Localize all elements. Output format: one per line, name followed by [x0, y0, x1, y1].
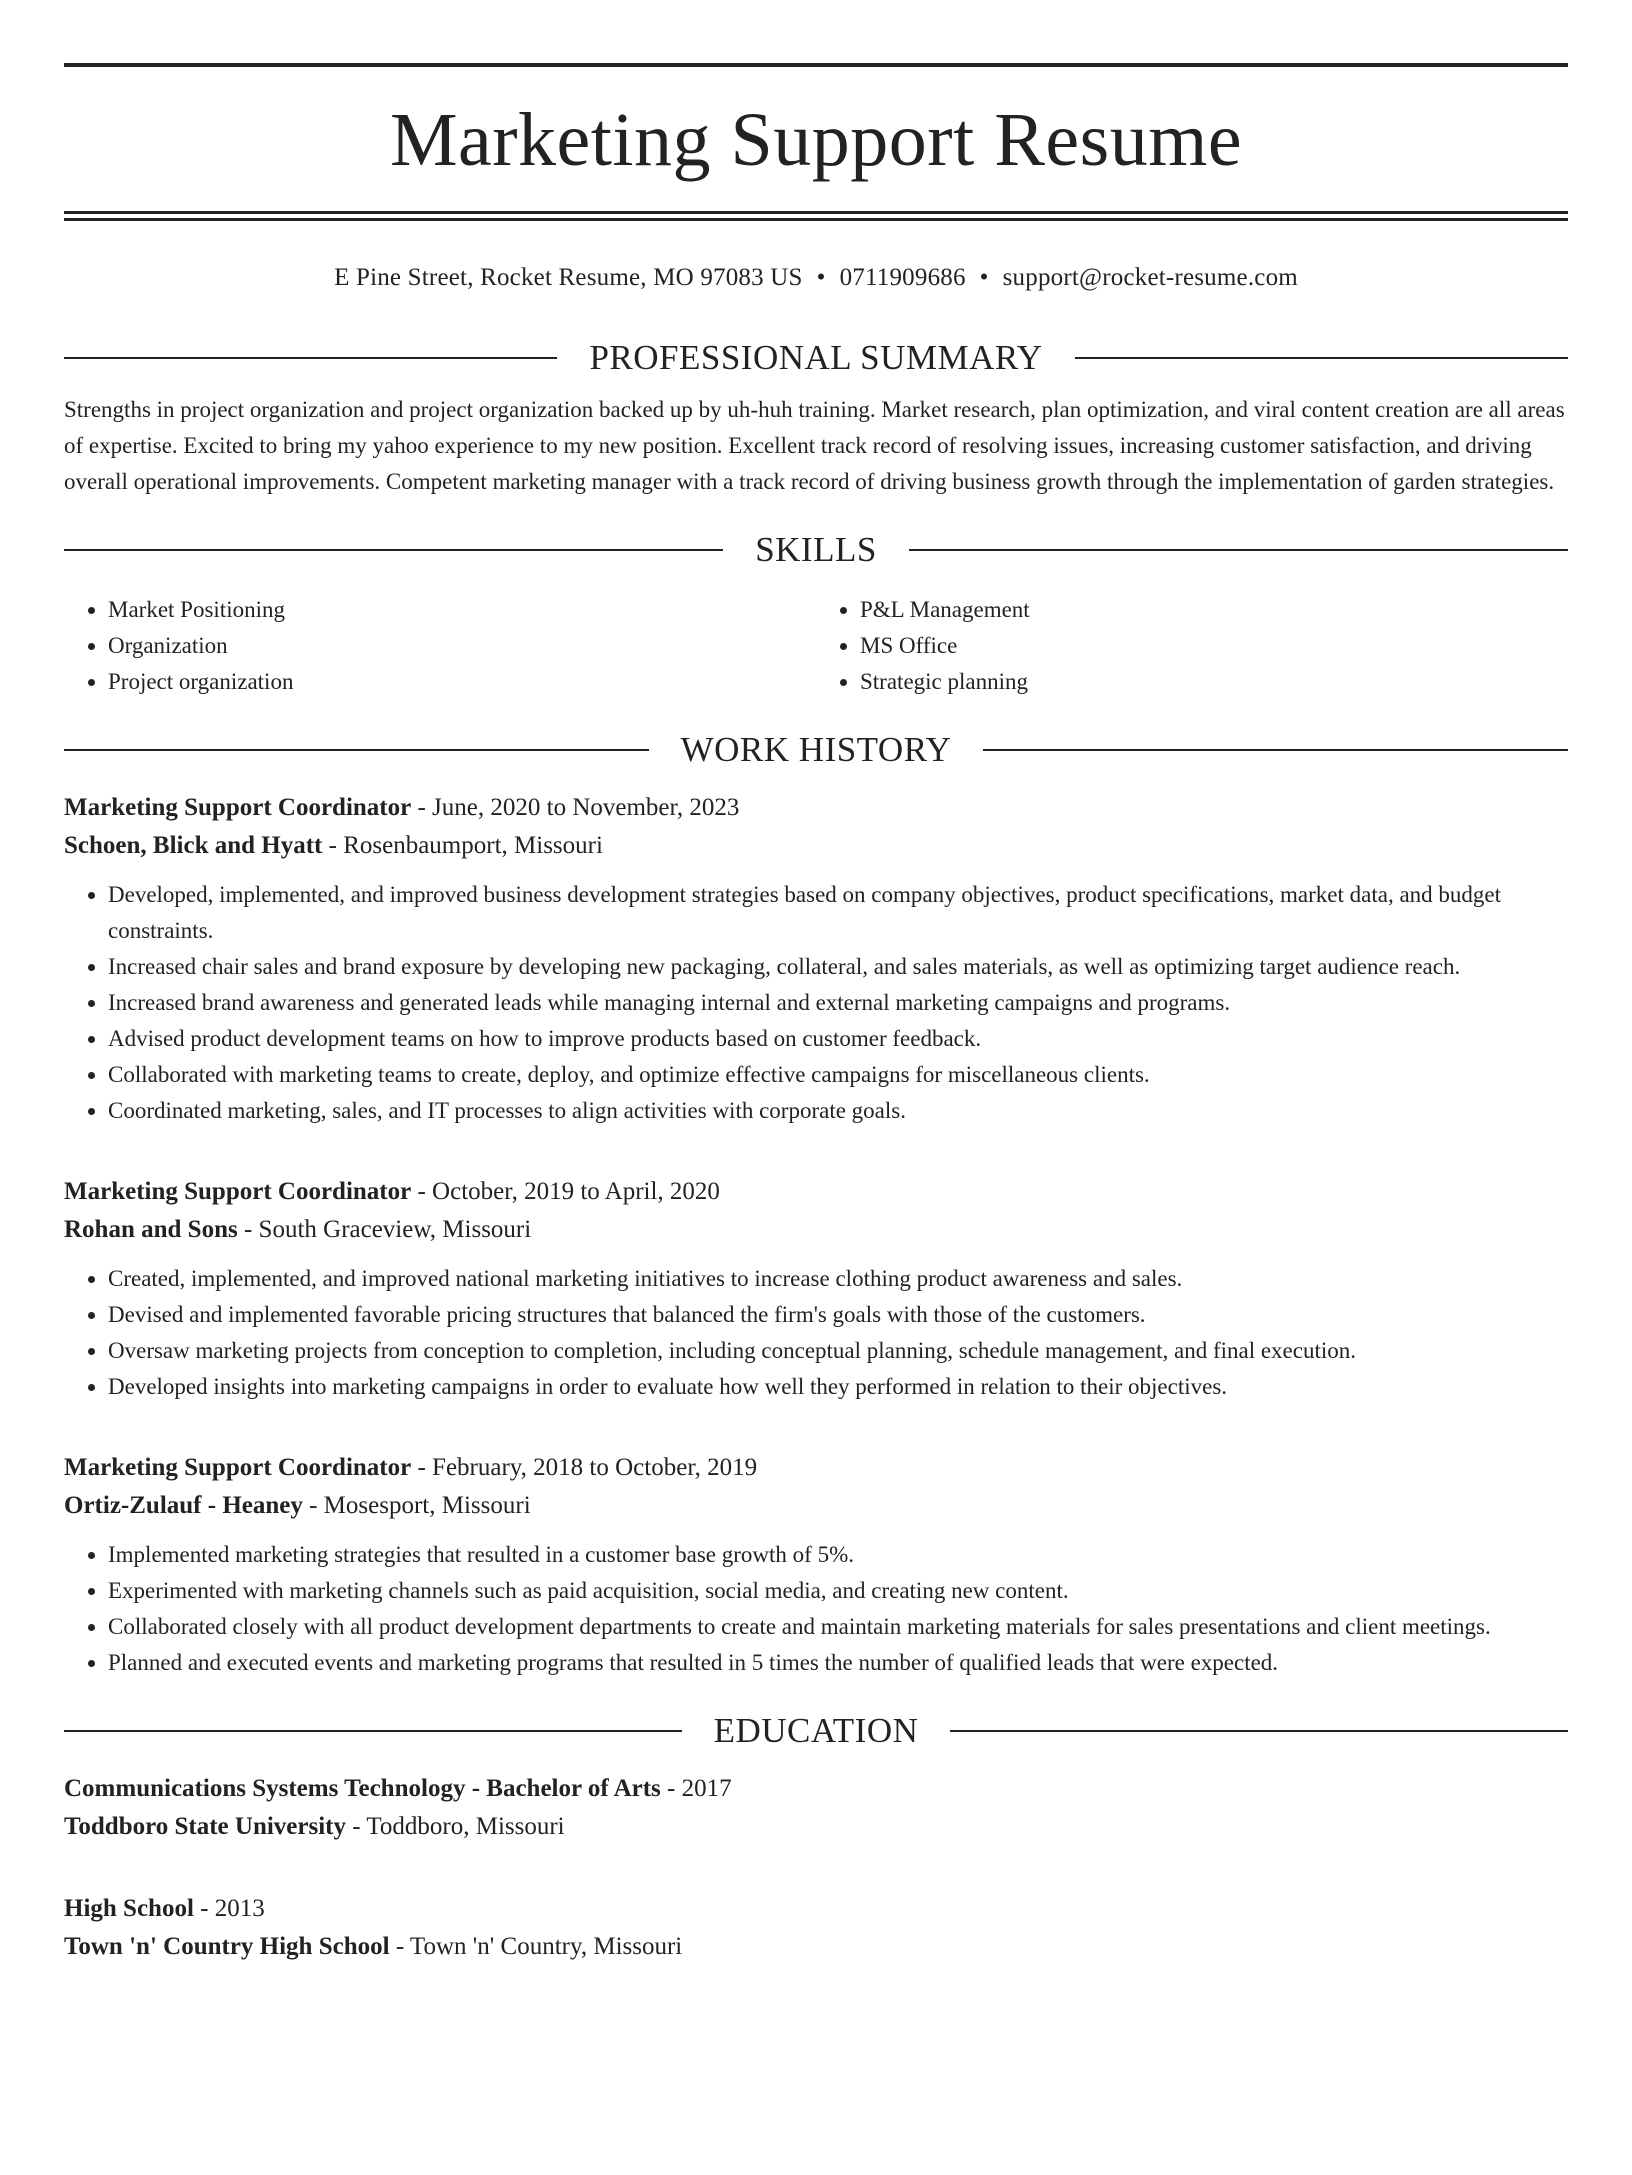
skill-item: • P&L Management — [860, 592, 1568, 628]
section-title-work: WORK HISTORY — [680, 730, 952, 769]
education-school: Toddboro State University — [64, 1813, 346, 1840]
contact-phone: 0711909686 — [839, 264, 966, 291]
job-bullet: • Advised product development teams on how to improve products based on customer feedback. — [108, 1021, 1568, 1057]
job-bullet: • Developed insights into marketing campaigns in order to evaluate how well they performed in relation to their objectives. — [108, 1369, 1568, 1405]
contact-separator: • — [979, 264, 989, 291]
job-company: Rohan and Sons — [64, 1216, 238, 1243]
job-title: Marketing Support Coordinator — [64, 1454, 412, 1481]
job-entry — [64, 789, 1568, 1129]
title-double-rule — [64, 211, 1568, 221]
divider-line — [64, 549, 723, 551]
divider-line — [983, 749, 1568, 751]
section-header-skills — [64, 530, 1568, 570]
job-location: - Mosesport, Missouri — [302, 1492, 531, 1519]
job-bullet: • Increased brand awareness and generated leads while managing internal and external marketing campaigns and programs. — [108, 985, 1568, 1021]
job-bullet: • Experimented with marketing channels such as paid acquisition, social media, and creating new content. — [108, 1573, 1568, 1609]
job-company: Schoen, Blick and Hyatt — [64, 832, 323, 859]
section-header-summary — [64, 338, 1568, 378]
education-degree: High School — [64, 1895, 194, 1922]
job-company: Ortiz-Zulauf - Heaney — [64, 1492, 303, 1519]
job-title: Marketing Support Coordinator — [64, 1178, 412, 1205]
education-degree-line — [64, 1890, 1568, 1928]
divider-line — [909, 549, 1568, 551]
section-title-summary: PROFESSIONAL SUMMARY — [589, 338, 1043, 377]
job-bullet: • Developed, implemented, and improved business development strategies based on company objectives, product specifications, market data, and budget constraints. — [108, 877, 1568, 949]
contact-address: E Pine Street, Rocket Resume, MO 97083 US — [334, 264, 803, 291]
job-company-line — [64, 1487, 1568, 1525]
skill-item: • Organization — [108, 628, 816, 664]
education-year: - 2013 — [193, 1895, 265, 1922]
job-location: - South Graceview, Missouri — [237, 1216, 532, 1243]
section-title-education: EDUCATION — [713, 1711, 919, 1750]
summary-text: Strengths in project organization and project organization backed up by uh-huh training. Market research, plan optimization, and viral content creation are all areas of expertise. Excited to bring my yahoo experience to my new position. Excellent track record of resolving issues, increasing customer satisfaction, and driving overall operational improvements. Competent marketing manager with a track record of driving business growth through the implementation of garden strategies. — [64, 397, 1565, 494]
section-header-work — [64, 730, 1568, 770]
education-school: Town 'n' Country High School — [64, 1933, 390, 1960]
job-bullet: • Created, implemented, and improved national marketing initiatives to increase clothing product awareness and sales. — [108, 1261, 1568, 1297]
education-school-line — [64, 1808, 1568, 1846]
job-bullets — [64, 1261, 1568, 1405]
job-bullet: • Planned and executed events and marketing programs that resulted in 5 times the number of qualified leads that were expected. — [108, 1645, 1568, 1681]
divider-line — [64, 357, 557, 359]
education-degree: Communications Systems Technology - Bachelor of Arts — [64, 1775, 661, 1802]
divider-line — [1075, 357, 1568, 359]
contact-line — [64, 263, 1568, 293]
education-location: - Toddboro, Missouri — [345, 1813, 565, 1840]
job-title-line — [64, 789, 1568, 827]
job-bullets — [64, 1537, 1568, 1681]
skills-column-left — [64, 592, 816, 700]
job-dates: - October, 2019 to April, 2020 — [411, 1178, 720, 1205]
job-bullet: • Collaborated with marketing teams to create, deploy, and optimize effective campaigns for miscellaneous clients. — [108, 1057, 1568, 1093]
divider-line — [64, 1730, 682, 1732]
resume-page — [0, 63, 1632, 2175]
contact-email[interactable]: support@rocket-resume.com — [1002, 264, 1298, 291]
skill-item: • Strategic planning — [860, 664, 1568, 700]
skill-item: • Market Positioning — [108, 592, 816, 628]
education-degree-line — [64, 1770, 1568, 1808]
job-title-line — [64, 1449, 1568, 1487]
resume-title: Marketing Support Resume — [389, 98, 1243, 182]
job-bullet: • Implemented marketing strategies that resulted in a customer base growth of 5%. — [108, 1537, 1568, 1573]
job-location: - Rosenbaumport, Missouri — [322, 832, 603, 859]
job-bullets — [64, 877, 1568, 1129]
job-dates: - June, 2020 to November, 2023 — [411, 794, 740, 821]
job-title: Marketing Support Coordinator — [64, 794, 412, 821]
education-year: - 2017 — [660, 1775, 732, 1802]
job-dates: - February, 2018 to October, 2019 — [411, 1454, 758, 1481]
contact-separator: • — [816, 264, 826, 291]
education-entry — [64, 1890, 1568, 1966]
skill-item: • MS Office — [860, 628, 1568, 664]
job-bullet: • Devised and implemented favorable pricing structures that balanced the firm's goals with those of the customers. — [108, 1297, 1568, 1333]
skills-column-right — [816, 592, 1568, 700]
job-company-line — [64, 827, 1568, 865]
education-location: - Town 'n' Country, Missouri — [389, 1933, 683, 1960]
job-entry — [64, 1449, 1568, 1681]
job-title-line — [64, 1173, 1568, 1211]
job-bullet: • Collaborated closely with all product development departments to create and maintain marketing materials for sales presentations and client meetings. — [108, 1609, 1568, 1645]
education-entry — [64, 1770, 1568, 1846]
education-school-line — [64, 1928, 1568, 1966]
divider-line — [950, 1730, 1568, 1732]
job-company-line — [64, 1211, 1568, 1249]
divider-line — [64, 749, 649, 751]
section-header-education — [64, 1711, 1568, 1751]
skills-list — [64, 592, 1568, 700]
job-entry — [64, 1173, 1568, 1405]
skill-item: • Project organization — [108, 664, 816, 700]
section-title-skills: SKILLS — [755, 530, 877, 569]
job-bullet: • Oversaw marketing projects from conception to completion, including conceptual planning, schedule management, and final execution. — [108, 1333, 1568, 1369]
job-bullet: • Coordinated marketing, sales, and IT processes to align activities with corporate goals. — [108, 1093, 1568, 1129]
job-bullet: • Increased chair sales and brand exposure by developing new packaging, collateral, and sales materials, as well as optimizing target audience reach. — [108, 949, 1568, 985]
